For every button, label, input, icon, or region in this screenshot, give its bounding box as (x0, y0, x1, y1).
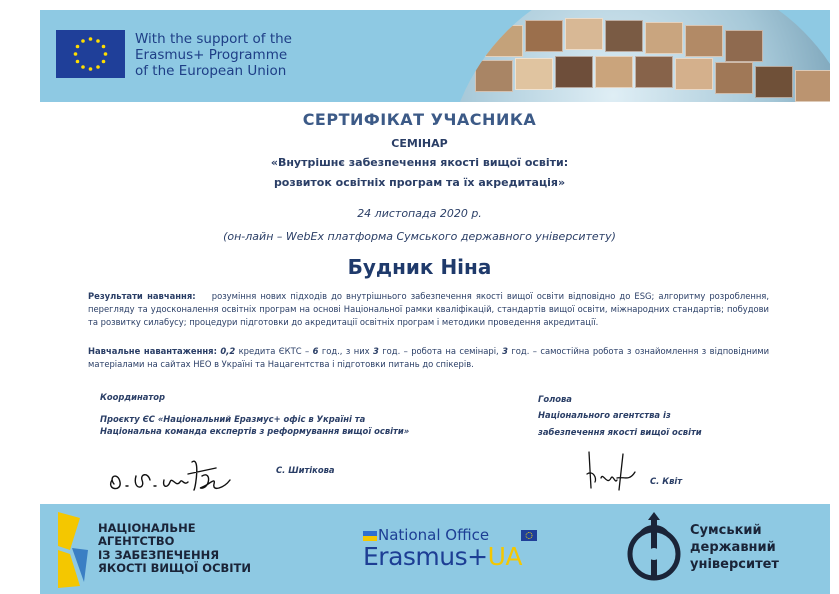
ua-wordmark: UA (487, 542, 522, 571)
head-label: Голова (538, 394, 572, 404)
event-date: 24 листопада 2020 р. (357, 207, 482, 220)
header-banner (40, 10, 830, 102)
naqa-line: НАЦІОНАЛЬНЕ (98, 521, 196, 535)
globe-photo-collage (445, 10, 830, 102)
event-type: СЕМІНАР (391, 137, 448, 150)
national-office-label: National Office (378, 526, 490, 544)
eu-support-line: With the support of the (135, 31, 292, 47)
naqa-line: ЯКОСТІ ВИЩОЇ ОСВІТИ (98, 561, 252, 576)
workload-paragraph (88, 345, 769, 371)
workload-text: год., з них (321, 346, 370, 356)
workload-hours-seminar: 3 (373, 346, 379, 356)
footer-banner (40, 504, 830, 594)
results-text: розуміння нових підходів до внутрішнього забезпечення якості вищої освіти відповідно до ESG; алгоритму розроблення, перегляду та удосконалення освітніх програм на основі Національної рамки кваліфікацій, стандартів вищої освіти, міжнародних стандартів; побудови та розвитку силабусу; процедури підготовки до акредитації освітніх програм і методики проведення акредитації. (88, 291, 770, 328)
sumdu-emblem-icon (624, 510, 686, 590)
eu-mini-flag-icon (521, 530, 537, 541)
coordinator-label: Координатор (100, 392, 166, 402)
workload-text: кредита ЄКТС – (238, 346, 310, 356)
sumdu-line: Сумський (690, 523, 762, 538)
head-signature (583, 448, 643, 494)
event-venue: (он-лайн – WebEx платформа Сумського державного університету) (223, 230, 616, 243)
head-role-line-1: Національного агентства із (538, 410, 671, 420)
workload-credits: 0,2 (220, 346, 236, 356)
naqa-logo-icon (54, 508, 94, 590)
topic-line-2: розвиток освітніх програм та їх акредитація» (273, 176, 566, 189)
workload-hours-total: 6 (312, 346, 319, 356)
naqa-line: АГЕНТСТВО (98, 534, 175, 549)
sumdu-name (690, 522, 779, 573)
eu-support-line: of the European Union (135, 63, 287, 79)
participant-name: Будник Ніна (347, 255, 492, 279)
eu-support-text (135, 31, 292, 79)
head-role-line-2: забезпечення якості вищої освіти (538, 427, 702, 437)
eu-support-line: Erasmus+ Programme (135, 47, 288, 63)
workload-hours-self: 3 (502, 346, 508, 356)
coordinator-signature (104, 446, 244, 498)
coordinator-role: Проєкту ЄС «Національний Еразмус+ офіс в Україні та Національна команда експертів з реформування вищої освіти» (100, 414, 410, 436)
naqa-line: ІЗ ЗАБЕЗПЕЧЕННЯ (98, 547, 220, 562)
learning-results (88, 290, 769, 330)
sumdu-line: державний (690, 540, 776, 555)
erasmus-ua-logo (363, 542, 522, 571)
topic-line-1: «Внутрішнє забезпечення якості вищої освіти: (270, 156, 569, 169)
sumdu-line: університет (690, 557, 779, 572)
certificate-title: СЕРТИФІКАТ УЧАСНИКА (302, 110, 537, 129)
coordinator-name: С. Шитікова (276, 465, 335, 475)
workload-label: Навчальне навантаження: (88, 346, 217, 356)
erasmus-wordmark: Erasmus+ (363, 542, 488, 571)
workload-text: год. – самостійна робота з ознайомлення з відповідними матеріалами на сайтах НЕО в Україні та Нацагентства і підготовки питань до спікерів. (88, 346, 770, 370)
workload-text: год. – робота на семінарі, (382, 346, 499, 356)
ukraine-flag-icon (363, 531, 377, 541)
head-name: С. Квіт (650, 476, 683, 486)
naqa-name (98, 522, 251, 576)
results-label: Результати навчання: (88, 291, 196, 301)
eu-flag-icon (56, 30, 125, 78)
